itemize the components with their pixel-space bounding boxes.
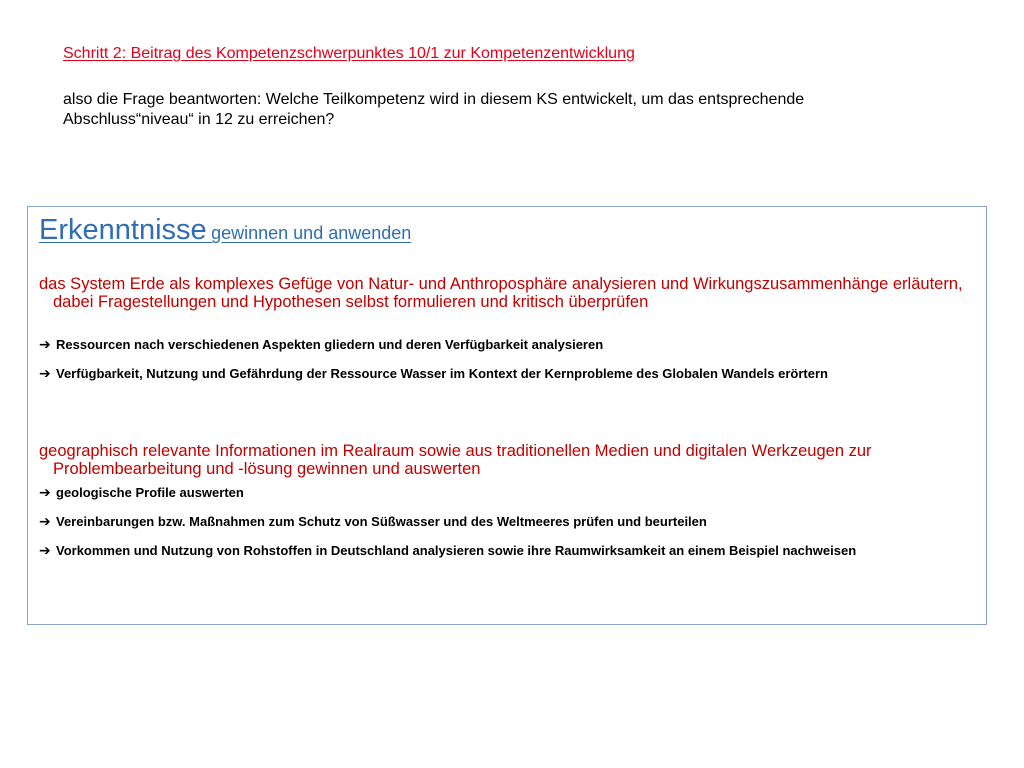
competence-text: geographisch relevante Informationen im Realraum sowie aus traditionellen Medien und digitalen Werkzeugen zur Problembearbeitung und -lösung gewinnen und auswerten <box>39 442 872 478</box>
bullet-item <box>39 484 976 501</box>
competence-box <box>27 206 987 625</box>
question-line-1: also die Frage beantworten: Welche Teilkompetenz wird in diesem KS entwickelt, um das entsprechende <box>63 91 805 108</box>
bullet-item <box>39 513 976 530</box>
guiding-question <box>63 90 963 130</box>
step-title: Schritt 2: Beitrag des Kompetenzschwerpunktes 10/1 zur Kompetenzentwicklung <box>63 45 635 62</box>
bullet-text: Ressourcen nach verschiedenen Aspekten gliedern und deren Verfügbarkeit analysieren <box>56 337 604 352</box>
question-line-2: Abschluss“niveau“ in 12 zu erreichen? <box>63 111 335 128</box>
heading-main-word: Erkenntnisse <box>39 214 207 246</box>
bullet-item <box>39 542 976 559</box>
box-heading <box>39 213 976 247</box>
bullet-text: geologische Profile auswerten <box>56 485 244 500</box>
heading-subtitle: gewinnen und anwenden <box>211 223 412 243</box>
bullet-list <box>39 336 976 382</box>
bullet-list <box>39 484 976 559</box>
bullet-text: Vereinbarungen bzw. Maßnahmen zum Schutz von Süßwasser und des Weltmeeres prüfen und beurteilen <box>56 514 707 529</box>
arrow-right-icon: ➔ <box>39 336 51 352</box>
bullet-item <box>39 365 976 382</box>
arrow-right-icon: ➔ <box>39 542 51 558</box>
bullet-text: Verfügbarkeit, Nutzung und Gefährdung der Ressource Wasser im Kontext der Kernprobleme des Globalen Wandels erörtern <box>56 366 828 381</box>
slide-header <box>63 44 963 130</box>
arrow-right-icon: ➔ <box>39 513 51 529</box>
bullet-text: Vorkommen und Nutzung von Rohstoffen in Deutschland analysieren sowie ihre Raumwirksamkeit an einem Beispiel nachweisen <box>56 543 857 558</box>
bullet-item <box>39 336 976 353</box>
competence-text: das System Erde als komplexes Gefüge von Natur- und Anthroposphäre analysieren und Wirkungszusammenhänge erläutern, dabei Fragestellungen und Hypothesen selbst formulieren und kritisch überprüfen <box>39 275 963 311</box>
arrow-right-icon: ➔ <box>39 484 51 500</box>
arrow-right-icon: ➔ <box>39 365 51 381</box>
